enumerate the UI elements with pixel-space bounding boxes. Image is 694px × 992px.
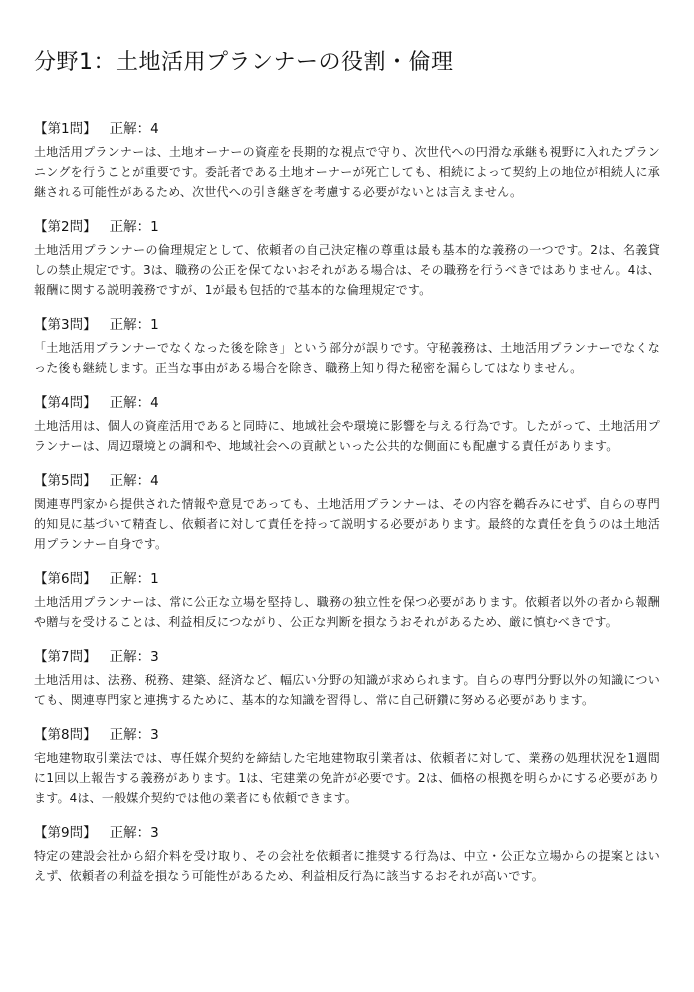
- correct-answer: 正解：3: [109, 825, 159, 841]
- explanation-text: 「土地活用プランナーでなくなった後を除き」という部分が誤りです。守秘義務は、土地活用プランナーでなくなった後も継続します。正当な事由がある場合を除き、職務上知り得た秘密を漏らしてはなりません。: [34, 341, 660, 375]
- question-block-5: [34, 471, 660, 554]
- question-number: 【第4問】: [34, 395, 97, 411]
- question-number: 【第2問】: [34, 219, 97, 235]
- question-header: [34, 471, 660, 491]
- question-header: [34, 647, 660, 667]
- explanation-text: 宅地建物取引業法では、専任媒介契約を締結した宅地建物取引業者は、依頼者に対して、業務の処理状況を1週間に1回以上報告する義務があります。1は、宅建業の免許が必要です。2は、価格の根拠を明らかにする必要があります。4は、一般媒介契約では他の業者にも依頼できます。: [34, 751, 660, 805]
- question-block-4: [34, 393, 660, 456]
- explanation-text: 土地活用は、個人の資産活用であると同時に、地域社会や環境に影響を与える行為です。したがって、土地活用プランナーは、周辺環境との調和や、地域社会への貢献といった公共的な側面にも配慮する責任があります。: [34, 419, 660, 453]
- question-block-6: [34, 569, 660, 632]
- correct-answer: 正解：3: [109, 727, 159, 743]
- question-block-9: [34, 823, 660, 886]
- question-header: [34, 823, 660, 843]
- question-header: [34, 569, 660, 589]
- question-number: 【第5問】: [34, 473, 97, 489]
- question-number: 【第7問】: [34, 649, 97, 665]
- correct-answer: 正解：4: [109, 121, 159, 137]
- question-header: [34, 217, 660, 237]
- explanation-text: 土地活用は、法務、税務、建築、経済など、幅広い分野の知識が求められます。自らの専門分野以外の知識についても、関連専門家と連携するために、基本的な知識を習得し、常に自己研鑽に努める必要があります。: [34, 673, 660, 707]
- question-header: [34, 393, 660, 413]
- question-block-2: [34, 217, 660, 300]
- correct-answer: 正解：1: [109, 219, 159, 235]
- question-block-1: [34, 119, 660, 202]
- correct-answer: 正解：4: [109, 395, 159, 411]
- correct-answer: 正解：1: [109, 317, 159, 333]
- question-number: 【第3問】: [34, 317, 97, 333]
- question-header: [34, 315, 660, 335]
- explanation-text: 土地活用プランナーは、常に公正な立場を堅持し、職務の独立性を保つ必要があります。依頼者以外の者から報酬や贈与を受けることは、利益相反につながり、公正な判断を損なうおそれがあるため、厳に慎むべきです。: [34, 595, 660, 629]
- correct-answer: 正解：3: [109, 649, 159, 665]
- question-block-7: [34, 647, 660, 710]
- correct-answer: 正解：1: [109, 571, 159, 587]
- correct-answer: 正解：4: [109, 473, 159, 489]
- question-number: 【第1問】: [34, 121, 97, 137]
- question-header: [34, 725, 660, 745]
- explanation-text: 関連専門家から提供された情報や意見であっても、土地活用プランナーは、その内容を鵜呑みにせず、自らの専門的知見に基づいて精査し、依頼者に対して責任を持って説明する必要があります。最終的な責任を負うのは土地活用プランナー自身です。: [34, 497, 660, 551]
- question-number: 【第8問】: [34, 727, 97, 743]
- question-number: 【第6問】: [34, 571, 97, 587]
- explanation-text: 土地活用プランナーは、土地オーナーの資産を長期的な視点で守り、次世代への円滑な承継も視野に入れたプランニングを行うことが重要です。委託者である土地オーナーが死亡しても、相続によって契約上の地位が相続人に承継される可能性があるため、次世代への引き継ぎを考慮する必要がないとは言えません。: [34, 145, 660, 199]
- explanation-text: 特定の建設会社から紹介料を受け取り、その会社を依頼者に推奨する行為は、中立・公正な立場からの提案とはいえず、依頼者の利益を損なう可能性があるため、利益相反行為に該当するおそれが高いです。: [34, 849, 660, 883]
- question-block-3: [34, 315, 660, 378]
- question-number: 【第9問】: [34, 825, 97, 841]
- question-header: [34, 119, 660, 139]
- page-title: 分野1：土地活用プランナーの役割・倫理: [34, 50, 454, 75]
- explanation-text: 土地活用プランナーの倫理規定として、依頼者の自己決定権の尊重は最も基本的な義務の一つです。2は、名義貸しの禁止規定です。3は、職務の公正を保てないおそれがある場合は、その職務を行うべきではありません。4は、報酬に関する説明義務ですが、1が最も包括的で基本的な倫理規定です。: [34, 243, 660, 297]
- question-block-8: [34, 725, 660, 808]
